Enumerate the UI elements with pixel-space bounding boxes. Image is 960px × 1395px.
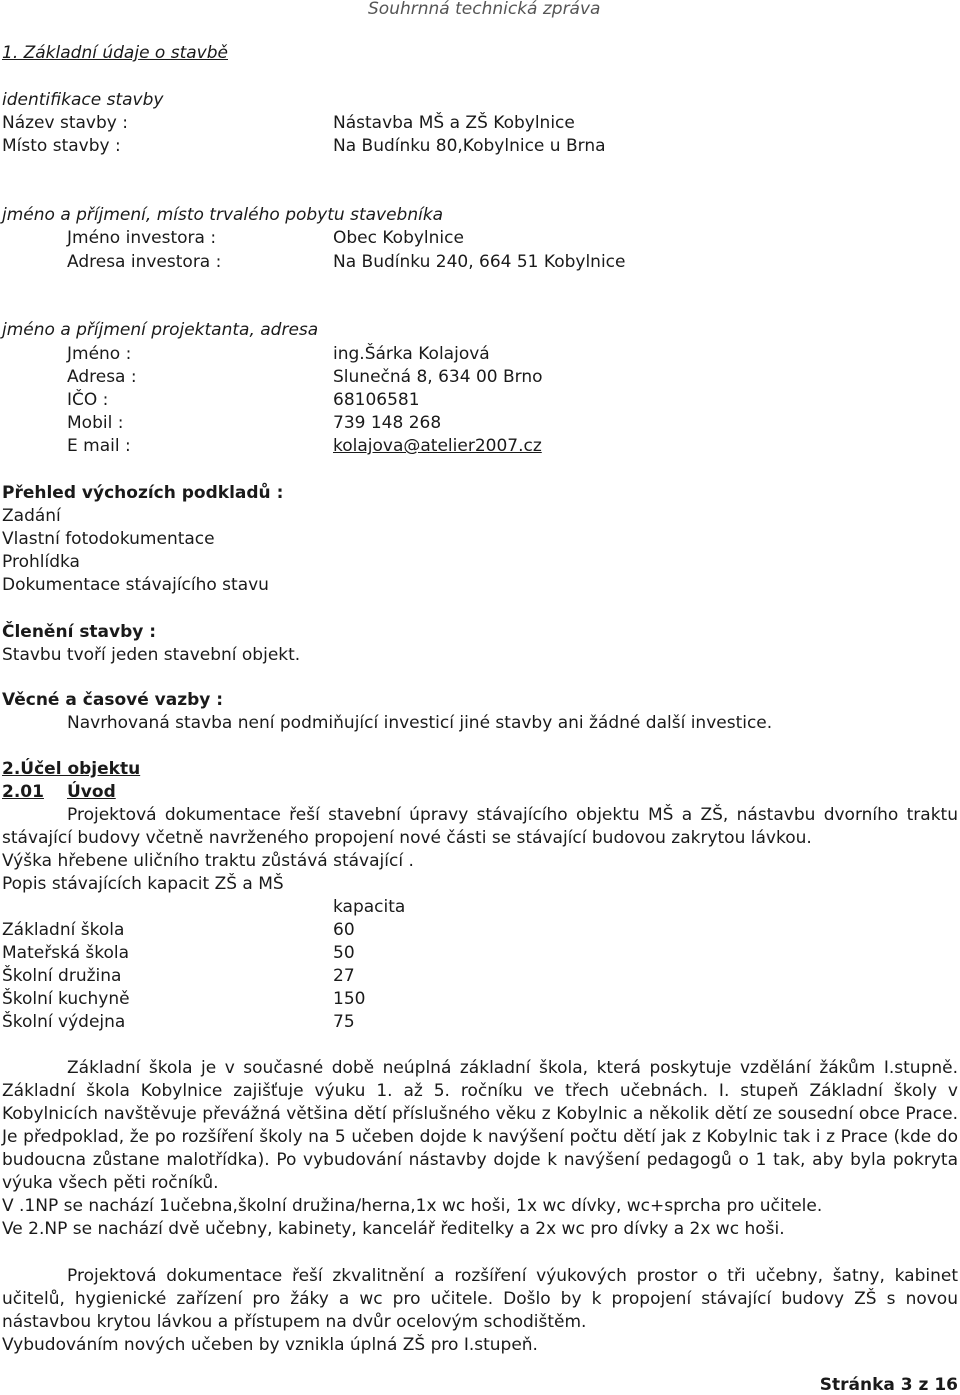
investor-heading: jméno a příjmení, místo trvalého pobytu stavebníka <box>2 205 444 225</box>
designer-name-label: Jméno : <box>67 344 132 364</box>
school-paragraph: Základní škola je v současné době neúplná základní škola, která poskytuje vzdělání žákům I.stupně. Základní škola Kobylnice zajišťuje výuku 1. až 5. ročníku ve třech učebnách. I. stupeň Základní školy v Kobylnicích navštěvuje převážná většina dětí příslušného věku z Kobylnic a několik dětí ze sousední obce Prace. Je předpoklad, že po rozšíření školy na 5 učeben dojde k navýšení počtu dětí jak z Kobylnic tak i z Prace (kde do budoucna zůstane malotřídka). Po vybudování nástavby dojde k navýšení pedagogů o 1 tak, aby byla pokryta výuka všech pěti ročníků. <box>2 1058 958 1193</box>
investor-name-value: Obec Kobylnice <box>333 228 464 248</box>
investor-address-label: Adresa investora : <box>67 252 222 272</box>
designer-mobile-label: Mobil : <box>67 413 124 433</box>
ridge-line: Výška hřebene uličního traktu zůstává stávající . <box>2 851 414 871</box>
sources-item: Dokumentace stávajícího stavu <box>2 575 269 595</box>
capacity-value: 50 <box>333 943 355 963</box>
document-header-title: Souhrnná technická zpráva <box>368 0 601 19</box>
relations-text: Navrhovaná stavba není podmiňující investicí jiné stavby ani žádné další investice. <box>67 713 773 733</box>
building-place-label: Místo stavby : <box>2 136 121 156</box>
relations-heading: Věcné a časové vazby : <box>2 690 224 710</box>
capacity-intro: Popis stávajících kapacit ZŠ a MŠ <box>2 874 284 894</box>
designer-ico-label: IČO : <box>67 390 109 410</box>
capacity-label: Školní kuchyně <box>2 989 130 1009</box>
investor-address-value: Na Budínku 240, 664 51 Kobylnice <box>333 252 626 272</box>
project-paragraph-block <box>2 1265 958 1357</box>
identification-heading: identifikace stavby <box>2 90 164 110</box>
designer-email-link[interactable]: kolajova@atelier2007.cz <box>333 436 542 456</box>
sources-heading: Přehled výchozích podkladů : <box>2 483 284 503</box>
division-heading: Členění stavby : <box>2 622 157 642</box>
section-1-heading: 1. Základní údaje o stavbě <box>2 43 228 63</box>
building-place-value: Na Budínku 80,Kobylnice u Brna <box>333 136 606 156</box>
floor-1-description: V .1NP se nachází 1učebna,školní družina/herna,1x wc hoši, 1x wc dívky, wc+sprcha pro učitele. <box>2 1196 823 1216</box>
capacity-label: Školní družina <box>2 966 122 986</box>
building-name-label: Název stavby : <box>2 113 128 133</box>
capacity-label: Mateřská škola <box>2 943 130 963</box>
designer-address-value: Slunečná 8, 634 00 Brno <box>333 367 543 387</box>
designer-mobile-value: 739 148 268 <box>333 413 442 433</box>
page-number: Stránka 3 z 16 <box>819 1375 958 1395</box>
school-paragraph-block <box>2 1057 958 1241</box>
section-2-heading: 2.Účel objektu <box>2 759 141 779</box>
closing-line: Vybudováním nových učeben by vznikla úplná ZŠ pro I.stupeň. <box>2 1335 538 1355</box>
intro-paragraph: Projektová dokumentace řeší stavební úpravy stávajícího objektu MŠ a ZŠ, nástavbu dvorního traktu stávající budovy včetně navrženého propojení nové části se stávající budovou zakrytou lávkou. <box>2 805 958 848</box>
subsection-title: Úvod <box>67 782 116 802</box>
capacity-value: 75 <box>333 1012 355 1032</box>
capacity-column-header: kapacita <box>333 897 406 917</box>
sources-item: Zadání <box>2 506 61 526</box>
designer-address-label: Adresa : <box>67 367 137 387</box>
capacity-value: 150 <box>333 989 366 1009</box>
capacity-label: Školní výdejna <box>2 1012 126 1032</box>
sources-item: Vlastní fotodokumentace <box>2 529 215 549</box>
designer-name-value: ing.Šárka Kolajová <box>333 344 490 364</box>
intro-paragraph-block <box>2 804 958 896</box>
capacity-value: 60 <box>333 920 355 940</box>
capacity-label: Základní škola <box>2 920 125 940</box>
building-name-value: Nástavba MŠ a ZŠ Kobylnice <box>333 113 575 133</box>
sources-item: Prohlídka <box>2 552 80 572</box>
investor-name-label: Jméno investora : <box>67 228 217 248</box>
subsection-number: 2.01 <box>2 782 44 802</box>
project-paragraph: Projektová dokumentace řeší zkvalitnění a rozšíření výukových prostor o tři učebny, šatny, kabinet učitelů, hygienické zařízení pro žáky a wc pro učitele. Došlo by k propojení stávající budovy ZŠ s novou nástavbou krytou lávkou a přístupem na dvůr ocelovým schodištěm. <box>2 1266 958 1332</box>
designer-heading: jméno a příjmení projektanta, adresa <box>2 320 319 340</box>
floor-2-description: Ve 2.NP se nachází dvě učebny, kabinety, kancelář ředitelky a 2x wc pro dívky a 2x wc hoši. <box>2 1219 785 1239</box>
capacity-value: 27 <box>333 966 355 986</box>
designer-email-label: E mail : <box>67 436 131 456</box>
designer-ico-value: 68106581 <box>333 390 420 410</box>
division-text: Stavbu tvoří jeden stavební objekt. <box>2 645 301 665</box>
